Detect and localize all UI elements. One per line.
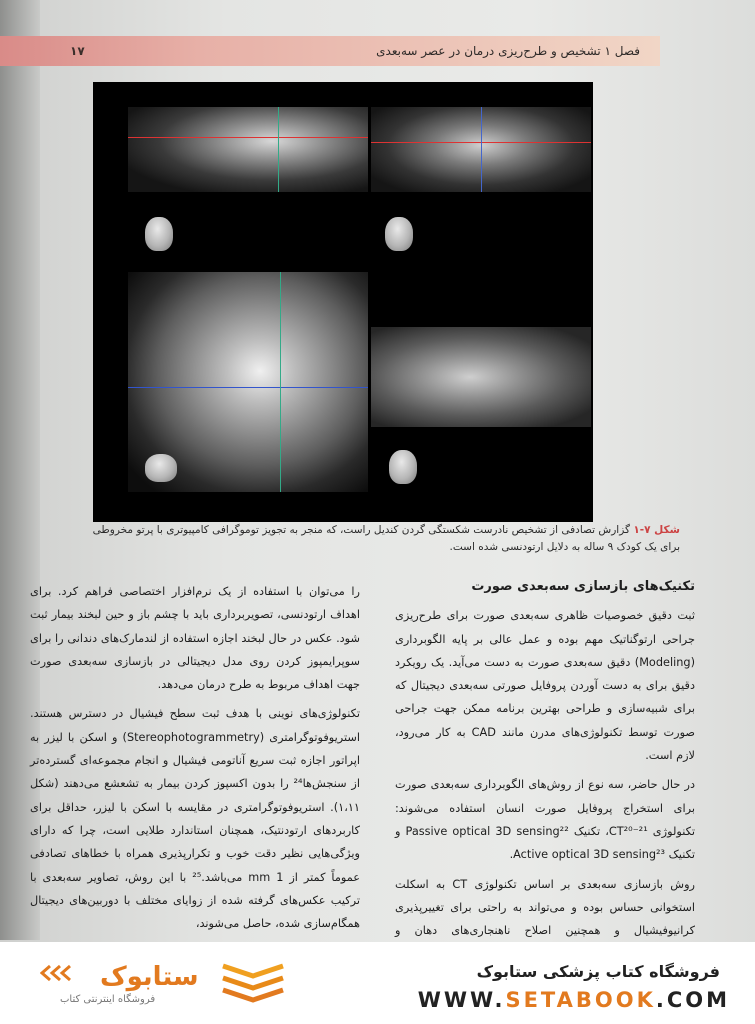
paragraph: در حال حاضر، سه نوع از روش‌های الگوبرداری سه‌بعدی صورت برای استخراج پروفایل صورت انسان استفاده می‌شوند: تکنولوژی CT²⁰⁻²¹، تکنیک Passive optical 3D sensing²² و تکنیک Active optical 3D sensing²³. (395, 778, 696, 862)
head-orientation-icon (389, 450, 417, 484)
chapter-title: فصل ۱ تشخیص و طرح‌ریزی درمان در عصر سه‌بعدی (376, 44, 640, 58)
right-text-column (395, 575, 695, 972)
paragraph: تکنولوژی‌های نوینی با هدف ثبت سطح فیشیال در دسترس هستند. استریوفوتوگرامتری (Stereophotogrammetry) و اسکن با لیزر به اپراتور اجازه ثبت سریع آناتومی فیشیال و انجام مجموعه‌ای گسترده‌تر از سنجش‌ها²⁴ را بدون اکسپوز کردن بیمار به تشعشع می‌دهند (شکل ۱،۱۱). استریوفوتوگرامتری در مقایسه با اسکن با لیزر، حداقل برای کاربردهای ارتودنتیک، همچنان استاندارد طلایی است، چرا که دارای ویژگی‌هایی نظیر دقت خوب و تکرارپذیری همراه با خطاهای تصادفی عموماً کمتر از 1 mm می‌باشد.²⁵ با این روش، تصاویر سه‌بعدی با ترکیب عکس‌های گرفته شده از زوایای مختلف با دوربین‌های دیجیتال همگام‌سازی شده، حاصل می‌شوند، (30, 707, 360, 931)
brand-tagline: فروشگاه اینترنتی کتاب (60, 994, 156, 1005)
crosshair-blue-line (481, 107, 482, 192)
crosshair-green-line (280, 272, 281, 492)
brand-arrows-icon (40, 964, 90, 982)
section-heading: تکنیک‌های بازسازی سه‌بعدی صورت (471, 579, 695, 594)
paragraph: ثبت دقیق خصوصیات ظاهری سه‌بعدی صورت برای طرح‌ریزی جراحی ارتوگناتیک مهم بوده و عمل عالی بر پایه الگوبرداری (Modeling) دقیق سه‌بعدی صورت به دست می‌آید. یک رویکرد دقیق برای به دست آوردن پروفایل صورتی سه‌بعدی دیجیتال که برای شبیه‌سازی و طراحی بهترین برنامه ممکن جهت جراحی صورت توسط تکنولوژی‌های مدرن مانند CAD به کار می‌رود، لازم است. (395, 609, 695, 763)
ct-sagittal-view (128, 107, 368, 192)
paragraph: را می‌توان با استفاده از یک نرم‌افزار اختصاصی فراهم کرد. برای اهداف ارتودنسی، تصویربرداری باید با چشم باز و حین لبخند بیمار ثبت شود. عکس در حال لبخند اجازه استفاده از لندمارک‌های دندانی را برای سوپرایمپوز کردن روی مدل دیجیتالی در بازسازی سه‌بعدی صورت جهت اهداف مربوط به طرح درمان می‌دهد. (30, 585, 360, 692)
crosshair-blue-line (128, 387, 368, 388)
crosshair-green-line (278, 107, 279, 192)
crosshair-red-line (128, 137, 368, 138)
head-orientation-icon (145, 217, 173, 251)
shop-url[interactable] (418, 988, 730, 1012)
ct-scan-figure (93, 82, 593, 522)
3d-skull-render (371, 327, 591, 427)
figure-caption (90, 522, 680, 556)
url-prefix: WWW. (417, 988, 506, 1012)
shop-name: فروشگاه کتاب پزشکی ستابوک (476, 962, 720, 981)
skull-orientation-icon (145, 454, 177, 482)
page-number: ۱۷ (70, 44, 85, 58)
brand-logo-text: ستابوک (100, 962, 199, 992)
url-suffix: .COM (655, 988, 730, 1012)
brand-chevron-icon (218, 962, 288, 1006)
url-brand: SETABOOK (505, 988, 656, 1012)
paragraph: روش بازسازی سه‌بعدی بر اساس تکنولوژی CT به اسکلت استخوانی حساس بوده و می‌تواند به راحتی برای تغییرپذیری کرانیوفیشیال و همچنین اصلاح ناهنجاری‌های دهان و (395, 877, 695, 938)
ct-coronal-view (371, 107, 591, 192)
caption-text: گزارش تصادفی از تشخیص نادرست شکستگی گردن کندیل راست، که منجر به تجویز توموگرافی کامپیوتری با پرتو مخروطی برای یک کودک ۹ ساله به دلایل ارتودنسی شده است. (92, 524, 680, 553)
left-text-column (30, 580, 360, 941)
caption-label: شکل ۷-۱ (633, 524, 680, 536)
head-orientation-icon (385, 217, 413, 251)
